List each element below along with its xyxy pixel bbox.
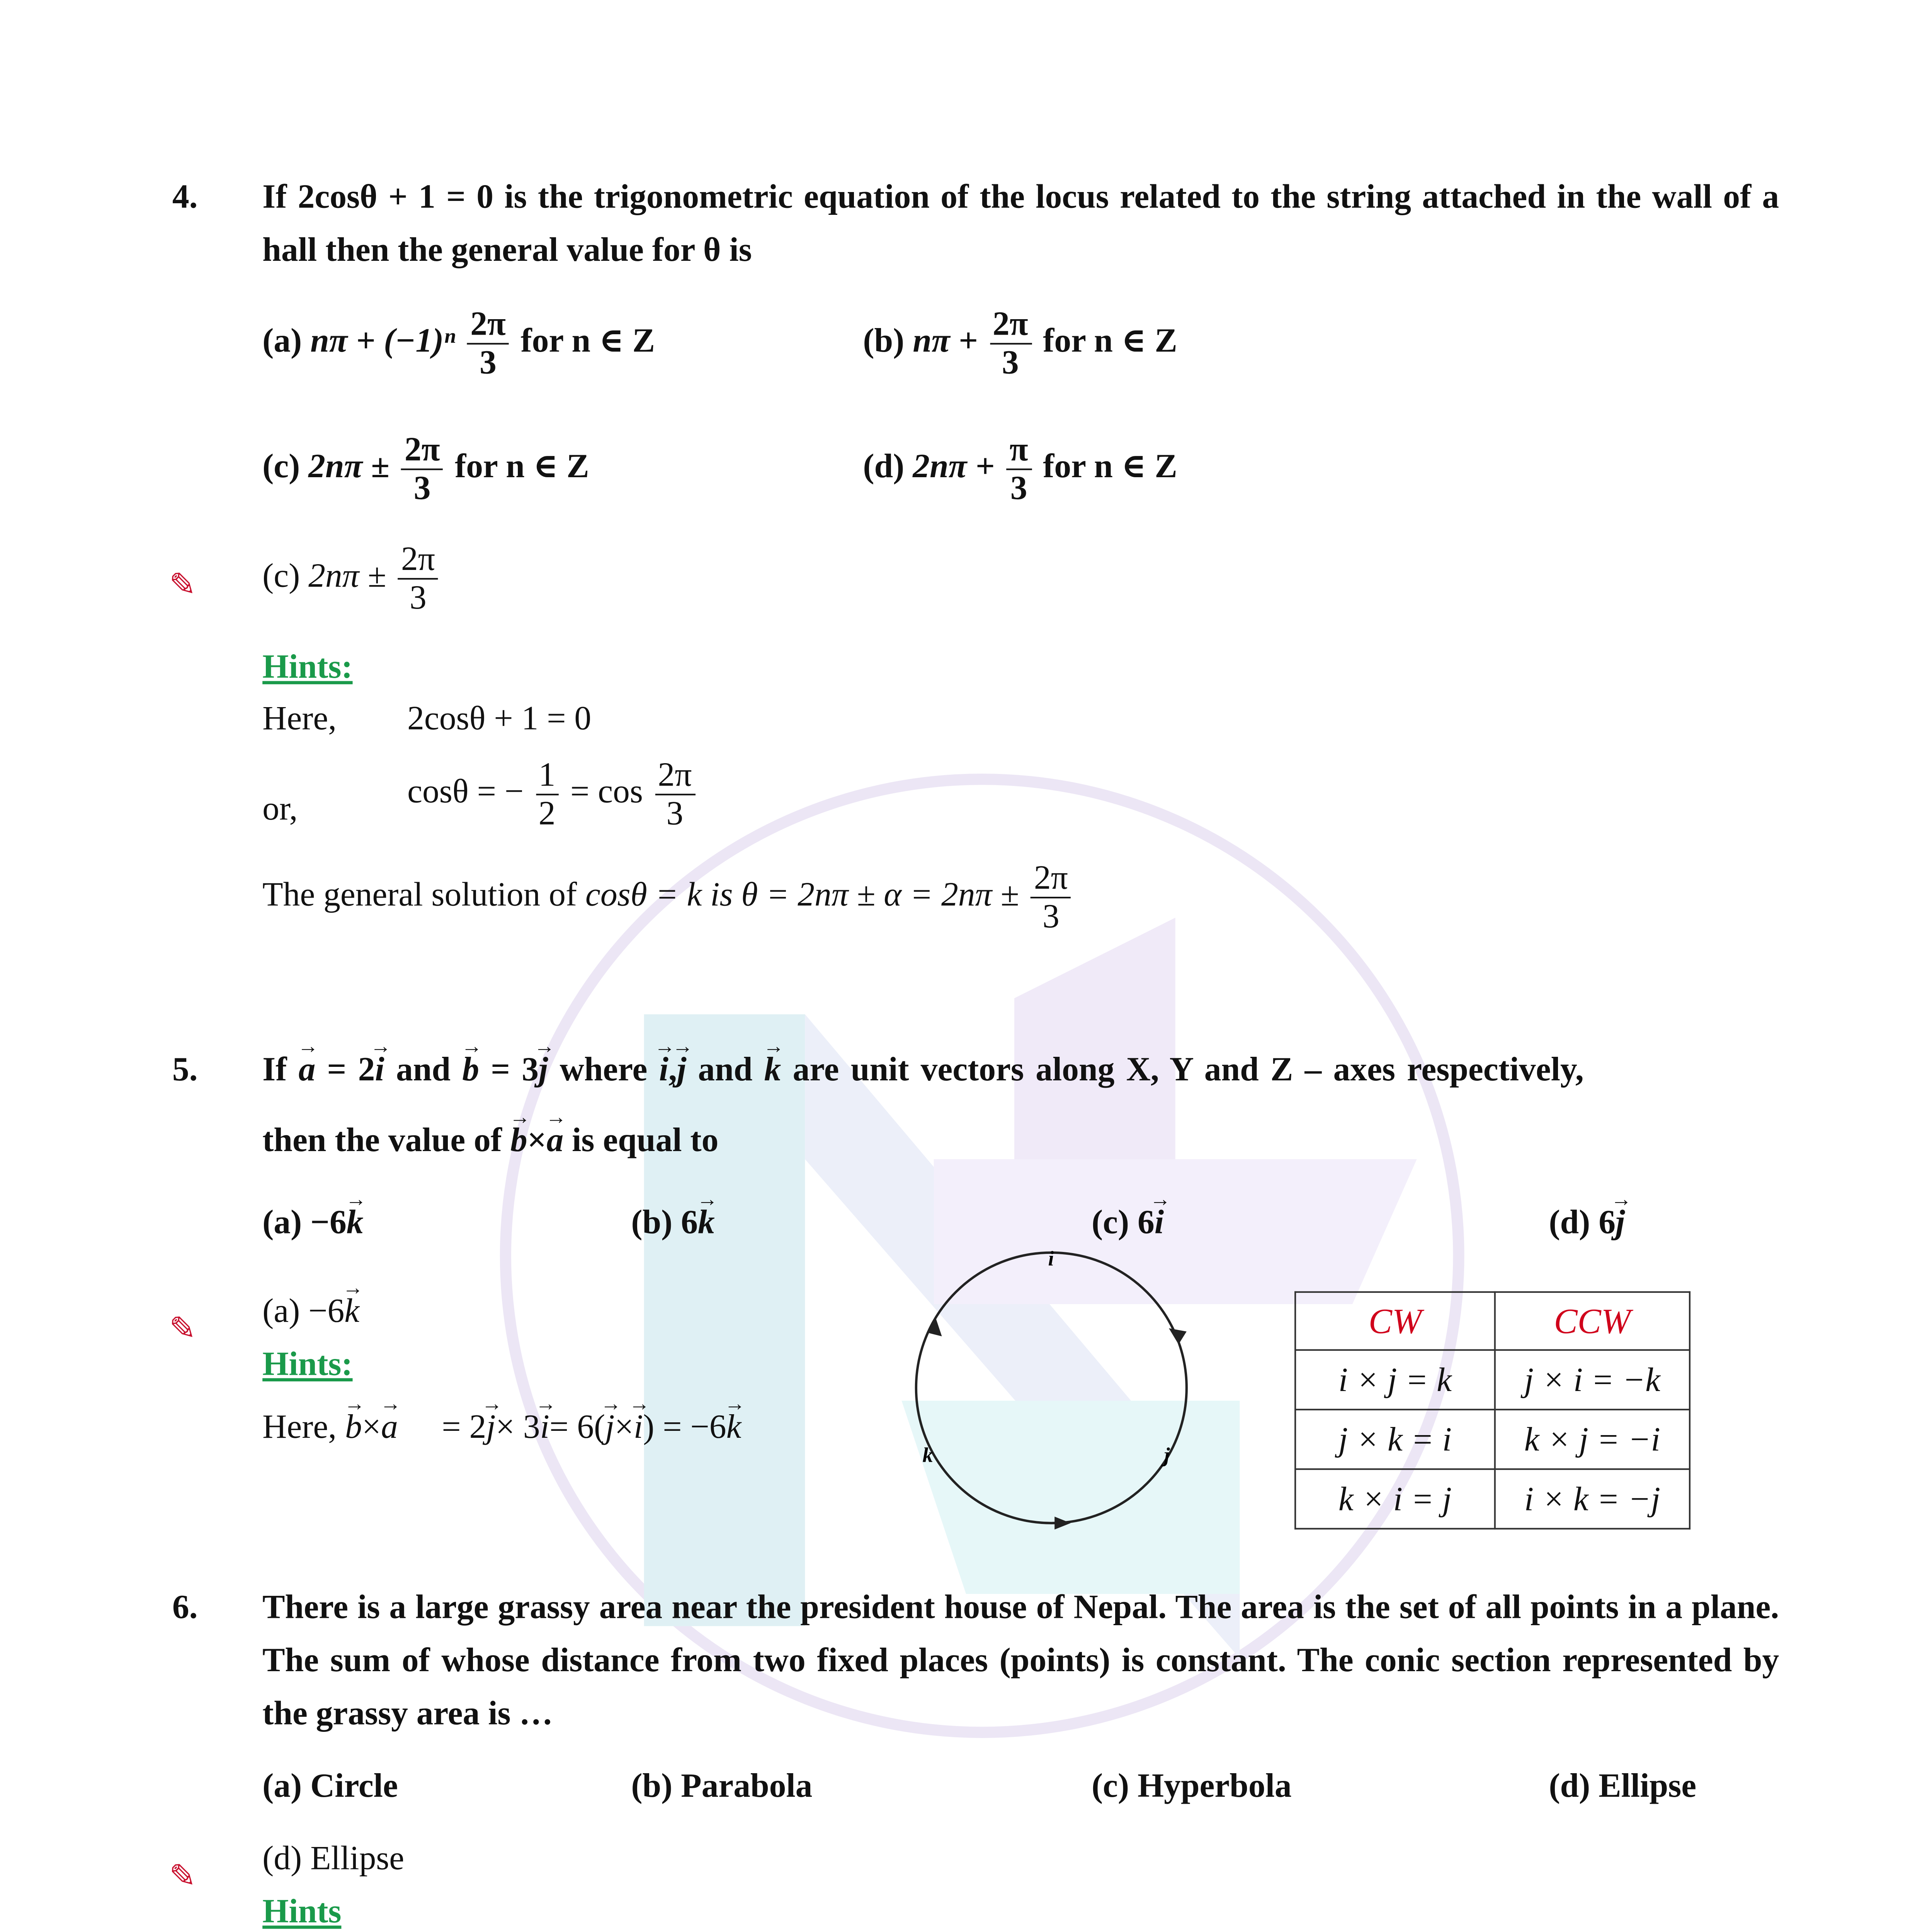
- cycle-circle: [916, 1253, 1187, 1523]
- question-5-text-line-2: then the value of → b×→ a is equal to: [262, 1114, 718, 1167]
- pencil-icon: ✎: [169, 568, 196, 604]
- cycle-label-left: k: [922, 1443, 933, 1467]
- q6-option-d: (d) Ellipse: [1549, 1766, 1697, 1805]
- table-row: [1295, 1469, 1690, 1529]
- q4-hint-line-3: The general solution of cosθ = k is θ = 2nπ ± α = 2nπ ± $\frac{2\pi}{3}$: [262, 860, 1074, 936]
- q4-option-c: (c) 2nπ ± $\frac{2\pi}{3}$ for n ∈ Z: [262, 430, 589, 507]
- q5-option-a: (a) −6→ k: [262, 1196, 363, 1250]
- q5-hint-line: Here, → b×→ a = 2→ j× 3→ i= 6(→ j×→ i) = −6→ k: [262, 1401, 741, 1454]
- page: 4. If 2cosθ + 1 = 0 is the trigonometric equation of the locus related to the string attached in the wall of a hall then the general value for θ is (a) nπ + (−1)ⁿ $\frac{2\pi}{3}$ for n ∈ Z (b) nπ + $\frac{2\pi}{3}$ for n ∈ Z (c) 2nπ ± $\frac{2\pi}{3}$ for n ∈ Z (d) 2nπ + $\frac{\pi}{3}$ for n ∈ Z ✎ (c) 2nπ ± $\frac{2\pi}{3}$ Hints: Here, 2cosθ + 1 = 0 or, cosθ = − $\frac{1}{2}$ = cos $\frac{2\pi}{3}$ The general solution of cosθ = k is θ = 2nπ ± α = 2nπ ± $\frac{2\pi}{3}$ 5. If → a = 2→ i and → b = 3→ j where → i,→ j and → k are unit vectors along X, Y and Z – axes respectively, then the value of → b×→ a is equal to (a) −6→ k (b) 6→ k (c) 6→ i (d) 6→ j ✎ (a) −6→ k Hints: Here, → b×→ a = 2→ j× 3→ i= 6(→ j×→ i) = −6→ k i j k CW CCW i × j = k j × i = −k j × k = i k × j = −i k × i = j i × k = −j 6. There is a large grassy area near the president house of Nepal. The area is the set of all points in a plane. The sum of whose distance from two fixed places (points) is constant. The conic section represented by the grassy area is … (a) Circle (b) Parabola (c) Hyperbola (d) Ellipse ✎ (d) Ellipse Hints: [0, 0, 1932, 1932]
- q4-hints-label: Hints:: [262, 647, 353, 686]
- table-row: [1295, 1350, 1690, 1410]
- q5-option-d: (d) 6→ j: [1549, 1196, 1625, 1250]
- pencil-icon: ✎: [169, 1859, 196, 1895]
- q5-option-c: (c) 6→ i: [1092, 1196, 1164, 1250]
- q6-option-a: (a) Circle: [262, 1766, 398, 1805]
- pencil-icon: ✎: [169, 1312, 196, 1348]
- table-cell: j × k = i: [1295, 1410, 1495, 1469]
- q4-hint-line-1: Here, 2cosθ + 1 = 0: [262, 699, 592, 738]
- cw-header: CW: [1295, 1292, 1495, 1350]
- cycle-label-top: i: [1048, 1247, 1054, 1270]
- question-5-text-line-1: If → a = 2→ i and → b = 3→ j where → i,→ j and → k are unit vectors along X, Y and Z – axes respectively,: [262, 1043, 1779, 1097]
- table-cell: i × j = k: [1295, 1350, 1495, 1410]
- question-6-number: 6.: [172, 1587, 198, 1626]
- question-6-text: There is a large grassy area near the president house of Nepal. The area is the set of all points in a plane. The sum of whose distance from two fixed places (points) is constant. The conic section represented by the grassy area is …: [262, 1587, 1779, 1733]
- question-5-number: 5.: [172, 1049, 198, 1088]
- q4-option-b: (b) nπ + $\frac{2\pi}{3}$ for n ∈ Z: [863, 304, 1177, 382]
- cycle-label-right: j: [1164, 1443, 1170, 1467]
- question-4-number: 4.: [172, 177, 198, 216]
- table-cell: j × i = −k: [1495, 1350, 1690, 1410]
- table-row: [1295, 1410, 1690, 1469]
- table-cell: k × i = j: [1295, 1469, 1495, 1529]
- q4-option-d: (d) 2nπ + $\frac{\pi}{3}$ for n ∈ Z: [863, 430, 1177, 507]
- q5-answer: (a) −6→ k: [262, 1285, 359, 1338]
- cross-product-table: [1294, 1291, 1690, 1530]
- q6-answer: (d) Ellipse: [262, 1838, 405, 1878]
- q6-option-b: (b) Parabola: [631, 1766, 813, 1805]
- q6-option-c: (c) Hyperbola: [1092, 1766, 1292, 1805]
- table-cell: i × k = −j: [1495, 1469, 1690, 1529]
- cycle-arrow-right: [1169, 1328, 1187, 1345]
- question-4-text: If 2cosθ + 1 = 0 is the trigonometric equation of the locus related to the string attached in the wall of a hall then the general value for θ is: [262, 177, 1779, 269]
- q5-option-b: (b) 6→ k: [631, 1196, 714, 1250]
- q4-answer: (c) 2nπ ± $\frac{2\pi}{3}$: [262, 541, 441, 617]
- q4-option-a: (a) nπ + (−1)ⁿ $\frac{2\pi}{3}$ for n ∈ Z: [262, 304, 655, 382]
- ccw-header: CCW: [1495, 1292, 1690, 1350]
- cycle-arrow-bottom: [1054, 1517, 1071, 1529]
- q5-hints-label: Hints:: [262, 1344, 353, 1383]
- table-cell: k × j = −i: [1495, 1410, 1690, 1469]
- q6-hints-label: Hints: [262, 1891, 342, 1930]
- ijk-cycle-diagram: [894, 1240, 1216, 1546]
